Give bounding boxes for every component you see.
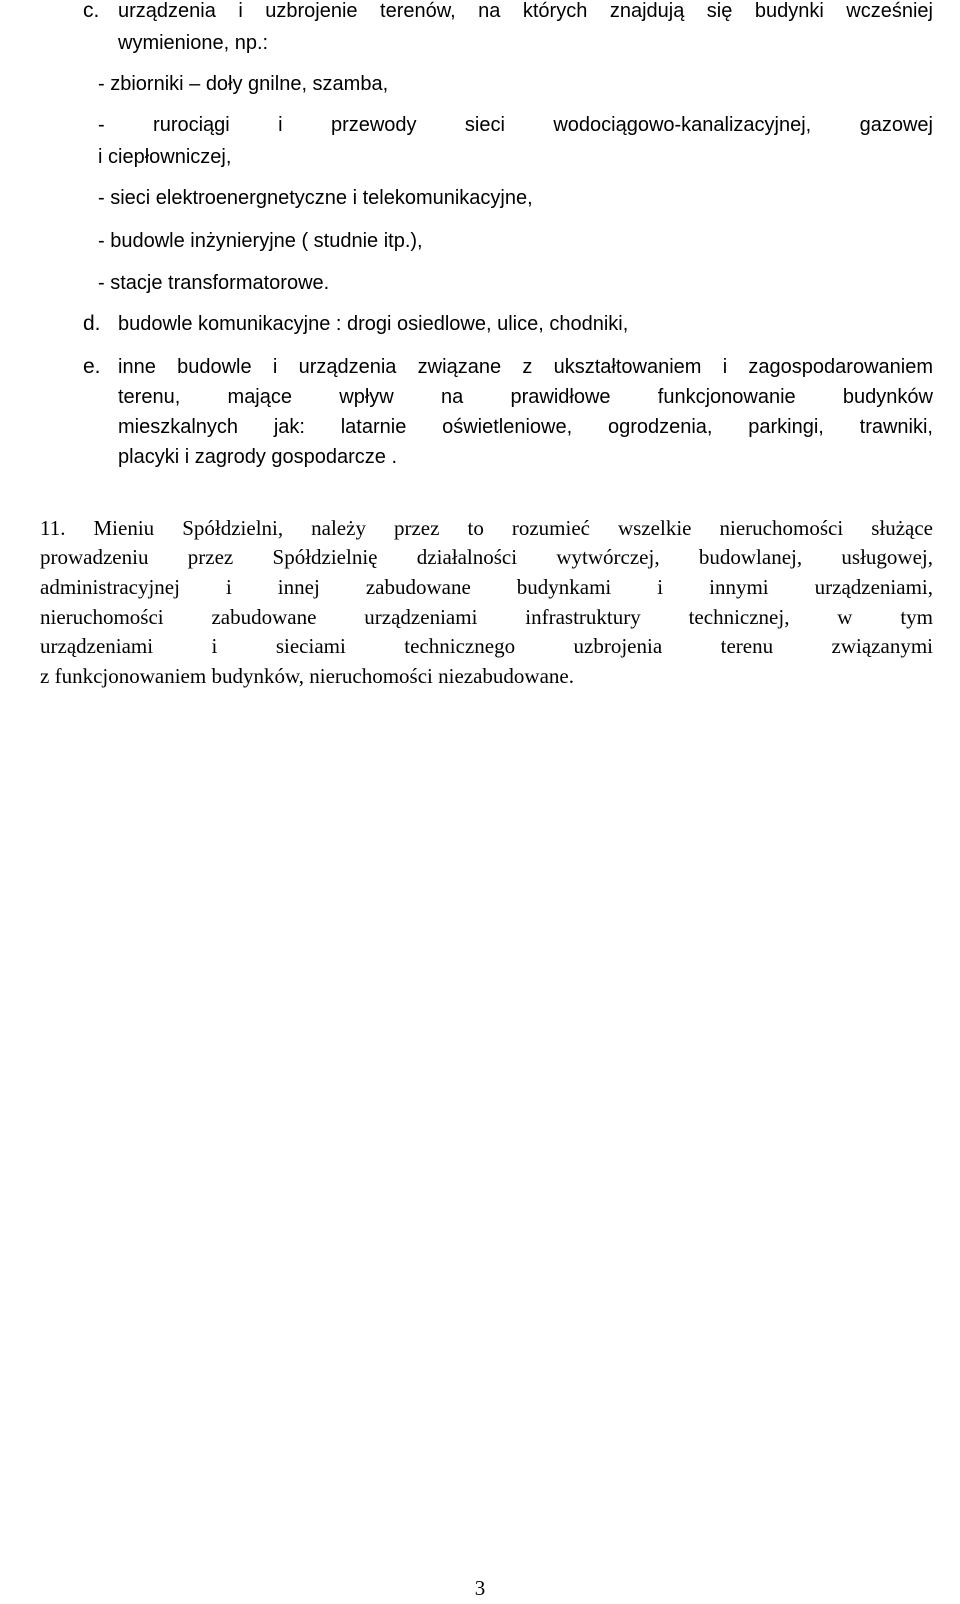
item-c-marker: c. bbox=[83, 0, 100, 22]
item-e-line-2: terenu, mające wpływ na prawidłowe funkcjonowanie budynków bbox=[118, 386, 933, 408]
point-11-line-6: z funkcjonowaniem budynków, nieruchomości niezabudowane. bbox=[40, 664, 574, 688]
item-e-marker: e. bbox=[83, 355, 101, 378]
point-11-line-4: nieruchomości zabudowane urządzeniami infrastruktury technicznej, w tym bbox=[40, 605, 933, 629]
item-e-line-4: placyki i zagrody gospodarcze . bbox=[118, 446, 398, 468]
item-d-marker: d. bbox=[83, 312, 101, 335]
sub-item-engineering: - budowle inżynieryjne ( studnie itp.), bbox=[98, 230, 423, 252]
item-e-line-1: inne budowle i urządzenia związane z ukształtowaniem i zagospodarowaniem bbox=[118, 356, 933, 378]
sub-item-pipelines: - rurociągi i przewody sieci wodociągowo-kanalizacyjnej, gazowej bbox=[98, 114, 933, 136]
sub-item-transformers: - stacje transformatorowe. bbox=[98, 272, 330, 294]
item-c-line-2: wymienione, np.: bbox=[118, 32, 269, 54]
point-11-line-3: administracyjnej i innej zabudowane budynkami i innymi urządzeniami, bbox=[40, 575, 933, 599]
point-11-line-1: 11. Mieniu Spółdzielni, należy przez to rozumieć wszelkie nieruchomości służące bbox=[40, 516, 933, 540]
point-11-line-2: prowadzeniu przez Spółdzielnię działalności wytwórczej, budowlanej, usługowej, bbox=[40, 545, 933, 569]
sub-item-pipelines-cont: i ciepłowniczej, bbox=[98, 146, 232, 168]
sub-item-septic-tanks: - zbiorniki – doły gnilne, szamba, bbox=[98, 73, 389, 95]
page-number: 3 bbox=[474, 1576, 486, 1600]
item-d-text: budowle komunikacyjne : drogi osiedlowe, ulice, chodniki, bbox=[118, 313, 629, 335]
item-c-line-1: urządzenia i uzbrojenie terenów, na których znajdują się budynki wcześniej bbox=[118, 0, 933, 22]
item-e-line-3: mieszkalnych jak: latarnie oświetleniowe, ogrodzenia, parkingi, trawniki, bbox=[118, 416, 933, 438]
point-11-line-5: urządzeniami i sieciami technicznego uzbrojenia terenu związanymi bbox=[40, 634, 933, 658]
sub-item-power-networks: - sieci elektroenergnetyczne i telekomunikacyjne, bbox=[98, 187, 533, 209]
